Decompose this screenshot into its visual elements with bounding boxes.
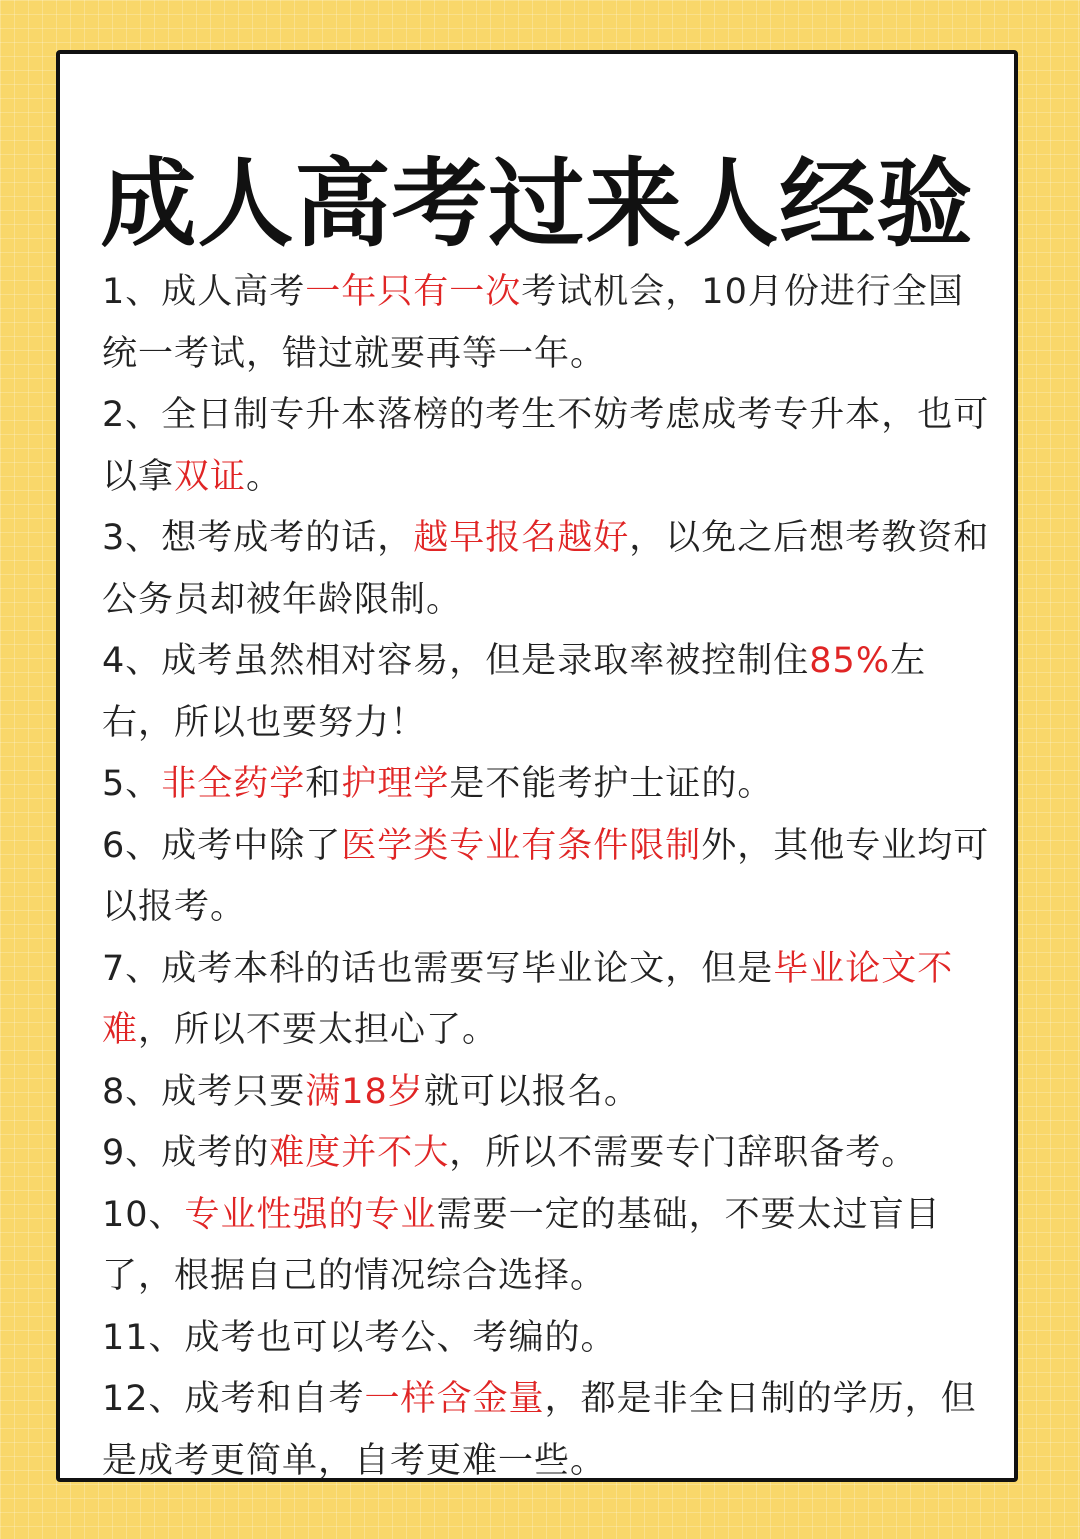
page-title: 成人高考过来人经验: [100, 148, 974, 260]
highlight-text: 非全药学: [161, 764, 306, 804]
item-text: 需要一定的基础，不要太过盲目了，根据自己的情况综合选择。: [102, 1194, 941, 1296]
item-text: 外，其他专业均可以报考。: [102, 825, 990, 927]
item-text: 11、成考也可以考公、考编的。: [102, 1317, 617, 1358]
list-item: [102, 1369, 992, 1492]
highlight-text: 一样含金量: [364, 1379, 545, 1419]
item-text: ，都是非全日制的学历，但是成考更简单，自考更难一些。: [102, 1379, 977, 1481]
item-text: 7、成考本科的话也需要写毕业论文，但是: [102, 948, 774, 989]
list-item: [102, 385, 992, 508]
highlight-text: 85%: [809, 641, 891, 681]
highlight-text: 双证: [174, 456, 247, 497]
item-text: 考试机会，10月份进行全国统一考试，错过就要再等一年。: [102, 272, 964, 374]
item-text: 12、成考和自考: [102, 1379, 365, 1419]
highlight-text: 医学类专业有条件限制: [341, 825, 702, 866]
list-item: [102, 1308, 992, 1370]
item-text: ，以免之后想考教资和公务员却被年龄限制。: [102, 518, 990, 620]
list-item: [102, 939, 992, 1062]
item-text: 8、成考只要: [102, 1071, 306, 1112]
highlight-text: 满18岁: [305, 1071, 424, 1112]
item-text: 3、想考成考的话，: [102, 518, 414, 558]
highlight-text: 毕业论文不难: [102, 948, 954, 1050]
item-text: ，所以不需要专门辞职备考。: [449, 1133, 918, 1173]
list-item: [102, 508, 992, 631]
item-text: ，所以不要太担心了。: [138, 1010, 499, 1050]
item-text: 左右，所以也要努力！: [102, 641, 927, 743]
list-item: [102, 754, 992, 816]
highlight-text: 一年只有一次: [305, 272, 522, 312]
list-item: [102, 262, 992, 385]
list-item: [102, 1123, 992, 1185]
item-text: 9、成考的: [102, 1133, 270, 1173]
highlight-text: 难度并不大: [269, 1133, 450, 1173]
item-text: 10、: [102, 1194, 185, 1235]
highlight-text: 护理学: [341, 764, 450, 804]
item-text: 。: [246, 456, 283, 497]
list-item: [102, 1062, 992, 1124]
item-text: 5、: [102, 764, 162, 804]
highlight-text: 越早报名越好: [413, 518, 630, 558]
list-item: [102, 816, 992, 939]
item-text: 4、成考虽然相对容易，但是录取率被控制住: [102, 641, 810, 681]
content-card: [56, 50, 1018, 1482]
item-text: 2、全日制专升本落榜的考生不妨考虑成考专升本，也可以拿: [102, 395, 990, 497]
item-text: 是不能考护士证的。: [449, 764, 774, 804]
list-item: [102, 631, 992, 754]
item-text: 6、成考中除了: [102, 825, 342, 866]
list-item: [102, 1185, 992, 1308]
item-text: 就可以报名。: [423, 1071, 640, 1112]
item-text: 和: [305, 764, 342, 804]
tips-list: [102, 262, 992, 1492]
item-text: 1、成人高考: [102, 272, 306, 312]
highlight-text: 专业性强的专业: [184, 1194, 437, 1235]
